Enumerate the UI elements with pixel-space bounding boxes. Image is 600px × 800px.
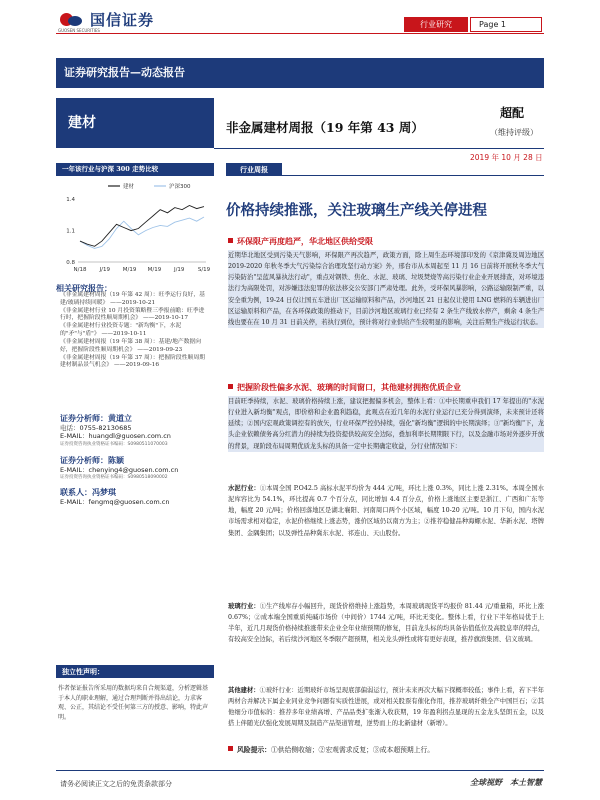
brand-name: 国信证券 [90, 11, 155, 29]
legend-label: 沪深300 [169, 184, 191, 190]
x-tick-label: N/18 [73, 267, 87, 273]
legend-label: 建材 [123, 184, 135, 190]
bullet-square-icon [228, 384, 233, 389]
bullet-square-icon [228, 238, 233, 243]
analyst-cert: 证券投资咨询执业资格证书编码：S0980511070003 [60, 441, 168, 447]
analyst-email[interactable]: E-MAIL：chenying4@guosen.com.cn [60, 465, 179, 474]
risk-text: ①供给侧收缩；②宏观需求反复；③成本超预期上行。 [270, 746, 435, 754]
analyst-cert: 证券投资咨询执业资格证书编码：S0980518090002 [60, 475, 168, 480]
title-divider [214, 148, 544, 149]
glass-paragraph [228, 601, 544, 646]
risk-label: 风险提示： [237, 746, 271, 754]
independence-title: 独立性声明： [56, 665, 214, 678]
section-heading: 环保限产再度趋严，华北地区供给受限 [228, 236, 373, 247]
list-item[interactable]: 《非金属建材周报（19 年第 42 周）：旺季运行良好，基建/玻璃持续回暖》 ——2019-10-21 [60, 292, 205, 306]
contact-role: 联系人： [60, 487, 92, 497]
other-text: ①玻纤行业：近期玻纤市场呈现底部偏弱运行，预计未来再次大幅下探概率较低；事件上看，若下半年两材合并解决下属企业同业竞争问题有实质性进展，或对相关股票有催化作用，推荐玻璃纤维全产中国巨石；②其他细分市值标的：推荐多年业绩高增、产品品类扩张渐入收获期，19 年盈利拐点显现的五金龙头坚朗五金，以及搭上伴随光伏强化发展周期及制造产品渠道管理，逆势而上的北新建材（新增）。 [228, 687, 545, 728]
series-line-industry [80, 206, 204, 247]
x-tick-label: M/19 [147, 267, 162, 273]
brand-logo-icon [58, 11, 84, 29]
report-headline: 价格持续推涨，关注玻璃生产线关停进程 [226, 202, 487, 219]
analyst-card [60, 456, 214, 483]
header-divider [56, 33, 544, 34]
analyst-name: 黄道立 [108, 413, 132, 423]
section-tag: 行业周报 [226, 163, 282, 176]
glass-text: ①生产线库存小幅回升，现货价格维持上涨趋势，本周玻璃现货平均报价 81.44 元/重量箱，环比上涨 0.67%；②成本端全国重质纯碱市场价（中间价）1744 元/吨，环比无变化。整体上看，行业下半年格局优于上半年，近几月现货价格持续推涨带来企业全年业绩预期的修复，目前龙头标的均具备估值低位及高股息率的特点，有较高安全边际，若后续沙河地区冬季限产超预期，相关龙头弹性或将有更好表现，推荐旗滨集团、信义玻璃。 [228, 603, 545, 644]
y-tick-label: 1.4 [66, 197, 75, 204]
section-divider [282, 175, 544, 176]
weekly-title: 非金属建材周报（19 年第 43 周） [226, 120, 424, 135]
analyst-role: 证券分析师： [60, 455, 108, 465]
related-reports-title: 相关研究报告： [56, 283, 112, 293]
chart-title: 一年该行业与沪深 300 走势比较 [56, 163, 214, 176]
footer-slogan: 全球视野 本土智慧 [470, 777, 542, 787]
y-tick-label: 1.1 [66, 228, 75, 235]
section-body: 近期华北地区受到污染天气影响，环保限产再次趋严，政策方面，除上周生态环境部印发的《京津冀及周边地区 2019-2020 年秋冬季大气污染综合治理攻坚行动方案》外，邢台市从本周起至 11 月 16 日前将开展秋冬季大气污染防治"呈蓝风暴执法行动"，重点对钢铁、焦化、水泥、玻璃、垃圾焚烧等高污染行业企业开展排查，对环境违法行为高限处罚，对涉嫌违法犯罪的依法移交公安部门严肃处理。此外，受环保风暴影响，公路运输限制严重，以安全重为例，19-24 日仅让国五车进出厂区运输原料和产品，沙河地区 21 日起仅让使用 LNG 燃料的车辆进出厂区运输原料和产品，在各环保政策的推动下，目前沙河地区玻璃行业已经有 2 条生产线放水停产，剩余 4 条生产线也要在在 10 月 31 日前关停，若执行到位，预计将对行业供给产生较明显的影响，关注后期生产线运行状态。 [228, 250, 544, 328]
analyst-phone: 电话：0755-82130685 [60, 423, 132, 432]
brand-logo [58, 9, 154, 30]
x-tick-label: J/19 [99, 267, 111, 273]
cement-text: ①本周全国 P.O42.5 高标水泥平均价为 444 元/吨，环比上涨 0.3%，同比上涨 2.31%。本周全国水泥库容比为 54.1%，环比提高 0.7 个百分点，同比增加 4.4 百分点，价格上涨地区主要是浙江、广西和广东等地，幅度 20 元/吨；价格回落地区是湖北襄阳、河南周口两个小区域，幅度 10-20 元/吨。10 月下旬，国内水泥市场需求相对稳定，水泥价格继续上涨态势，涨价区域仍以南方为主；②推荐稳健品种海螺水泥、华新水泥、塔牌集团、金隅集团；以及弹性品种冀东水泥、祁连山、天山股份。 [228, 485, 544, 537]
independence-text: 作者保证报告所采用的数据均来自合规渠道，分析逻辑基于本人的职业理解，通过合理判断并得出结论，力求客观、公正，其结论不受任何第三方的授意、影响，特此声明。 [58, 685, 209, 721]
contact-email[interactable]: E-MAIL：fengmq@guosen.com.cn [60, 497, 170, 506]
contact-name: 冯梦琪 [92, 487, 116, 497]
related-reports-list [60, 292, 210, 370]
section-heading: 把握阶段性偏多水泥、玻璃的时间窗口，其他建材拥抱优质企业 [228, 382, 461, 393]
risk-paragraph [228, 745, 544, 756]
analyst-email[interactable]: E-MAIL：huangdl@guosen.com.cn [60, 432, 171, 440]
glass-label: 玻璃行业： [228, 603, 260, 610]
report-date: 2019 年 10 月 28 日 [470, 153, 543, 162]
bullet-square-icon [228, 746, 233, 751]
section-body: 目前旺季持续，水泥、玻璃价格持续上涨，建议把握偏多机会，整体上看：①中长期重申我们 17 年提出的"水泥行业进入新均衡"观点，即价格和企业盈利趋稳，此观点在近几年的水泥行业运行已充分得到演绎，未来预计还将延续；②国内宏观政策调控有的放矢，行业环保严控仍持续，强化"新均衡"逻辑的中长期演绎；③"新均衡"下，龙头企业依赖债务高分红潜力的持续为投资提供较高安全边际，叠加利率长期期限下行，以及金融市场对外逐步开放的背景，现阶段布局周期优质龙头标的具备一定中长期确定收益，分行业情况如下： [228, 396, 544, 452]
page-header [0, 0, 600, 38]
rating-note: （维持评级） [490, 128, 538, 137]
other-label: 其他建材： [228, 687, 260, 694]
rating: 超配 [500, 106, 525, 120]
list-item[interactable]: 《非金属建材周报（19 年第 38 周）：基建/地产数据向好，把握阶段性顺周期机会》 ——2019-09-23 [60, 339, 202, 353]
industry-vs-hs300-chart [56, 178, 214, 278]
brand-subtitle: GUOSEN SECURITIES [58, 28, 100, 33]
footer-disclaimer[interactable]: 请务必阅读正文之后的免责条款部分 [60, 780, 172, 788]
industry-label: 建材 [56, 98, 214, 148]
analyst-role: 证券分析师： [60, 413, 108, 423]
list-item[interactable]: 《非金属建材行业 10 月投资策略暨三季报前瞻：旺季进行时，把握阶段性顺周期机会》 ——2019-10-17 [60, 307, 205, 322]
x-tick-label: M/19 [122, 267, 137, 273]
list-item[interactable]: 《非金属建材周报（19 年第 37 周）：把握阶段性顺周期建材制品景气机会》 ——2019-09-16 [60, 354, 205, 369]
analyst-card [60, 488, 214, 506]
analyst-name: 陈颖 [108, 455, 124, 465]
x-tick-label: J/19 [173, 267, 185, 273]
analyst-card [60, 414, 214, 449]
x-tick-label: S/19 [197, 267, 211, 273]
footer-divider [56, 770, 544, 771]
page-number: Page 1 [470, 17, 542, 32]
other-paragraph [228, 685, 544, 730]
y-tick-label: 0.8 [66, 260, 75, 266]
cement-paragraph [228, 483, 544, 539]
list-item[interactable]: 《非金属建材行业投资专题："新均衡"下，水泥的"矛"与"盾"》 ——2019-10-11 [60, 323, 182, 337]
report-type-tag: 行业研究 [404, 17, 468, 32]
cement-label: 水泥行业： [228, 485, 260, 492]
report-banner: 证券研究报告—动态报告 [56, 58, 544, 88]
